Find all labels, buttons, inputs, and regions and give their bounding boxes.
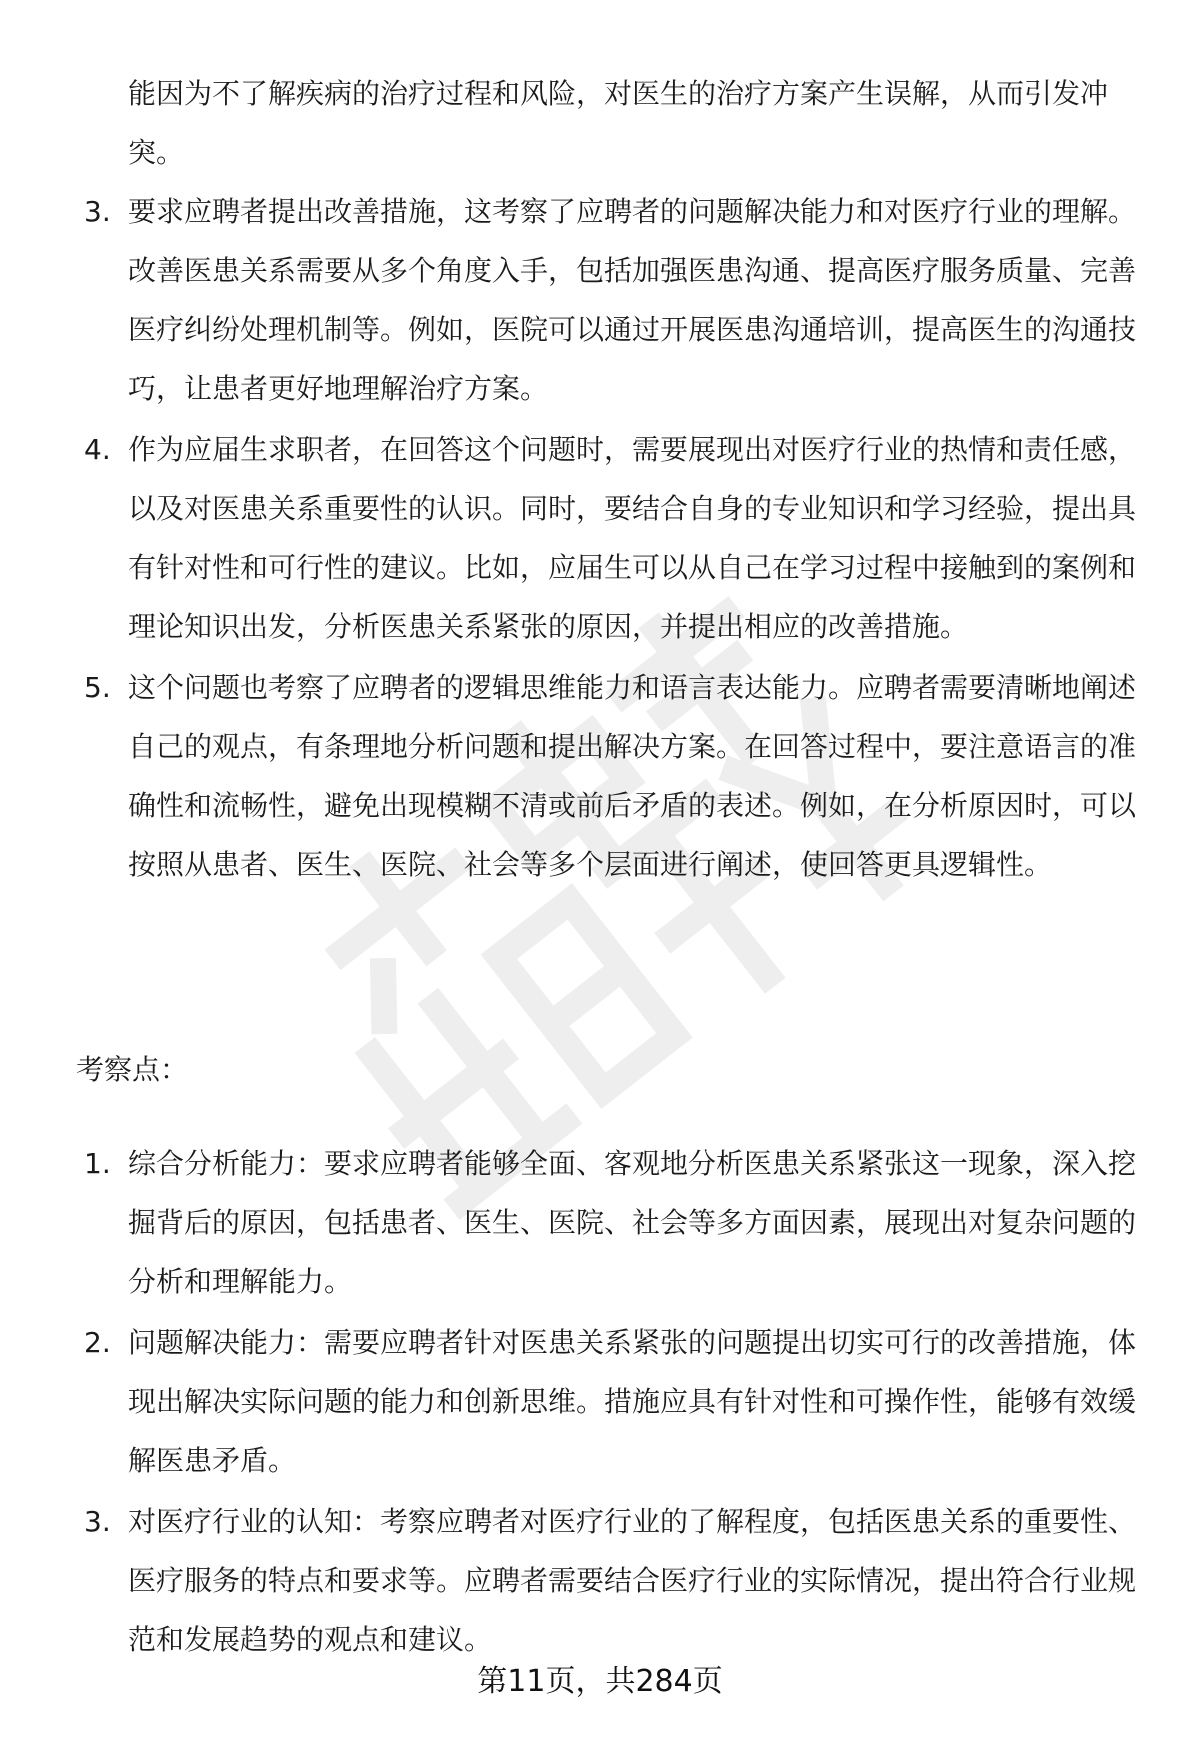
list-item (0, 420, 1138, 656)
assessment-points-list (0, 1134, 1200, 1671)
continued-paragraph: 能因为不了解疾病的治疗过程和风险，对医生的治疗方案产生误解，从而引发冲突。 (128, 77, 1109, 169)
list-item-number: 3. (84, 1505, 111, 1538)
list-item-number: 2. (84, 1326, 111, 1359)
list-item (0, 182, 1138, 418)
list-item-number: 5. (84, 671, 111, 704)
list-item-text: 综合分析能力：要求应聘者能够全面、客观地分析医患关系紧张这一现象，深入挖掘背后的原因，包括患者、医生、医院、社会等多方面因素，展现出对复杂问题的分析和理解能力。 (128, 1147, 1137, 1298)
list-item-text: 问题解决能力：需要应聘者针对医患关系紧张的问题提出切实可行的改善措施，体现出解决实际问题的能力和创新思维。措施应具有针对性和可操作性，能够有效缓解医患矛盾。 (128, 1326, 1137, 1477)
list-item-number: 4. (84, 433, 111, 466)
list-item-text: 这个问题也考察了应聘者的逻辑思维能力和语言表达能力。应聘者需要清晰地阐述自己的观点，有条理地分析问题和提出解决方案。在回答过程中，要注意语言的准确性和流畅性，避免出现模糊不清或前后矛盾的表述。例如，在分析原因时，可以按照从患者、医生、医院、社会等多个层面进行阐述，使回答更具逻辑性。 (128, 671, 1137, 881)
list-item (0, 1313, 1138, 1490)
list-item (0, 1134, 1138, 1311)
list-item-number: 3. (84, 195, 111, 228)
page-number-footer: 第11页，共284页 (477, 1664, 723, 1699)
list-item-text: 要求应聘者提出改善措施，这考察了应聘者的问题解决能力和对医疗行业的理解。改善医患关系需要从多个角度入手，包括加强医患沟通、提高医疗服务质量、完善医疗纠纷处理机制等。例如，医院可以通过开展医患沟通培训，提高医生的沟通技巧，让患者更好地理解治疗方案。 (128, 195, 1137, 405)
list-item-text: 对医疗行业的认知：考察应聘者对医疗行业的了解程度，包括医患关系的重要性、医疗服务的特点和要求等。应聘者需要结合医疗行业的实际情况，提出符合行业规范和发展趋势的观点和建议。 (128, 1505, 1137, 1656)
list-item (0, 1492, 1138, 1669)
list-item (0, 658, 1138, 894)
list-item-number: 1. (84, 1147, 111, 1180)
section-heading: 考察点： (76, 1053, 189, 1086)
list-item-text: 作为应届生求职者，在回答这个问题时，需要展现出对医疗行业的热情和责任感，以及对医患关系重要性的认识。同时，要结合自身的专业知识和学习经验，提出具有针对性和可行性的建议。比如，应届生可以从自己在学习过程中接触到的案例和理论知识出发，分析医患关系紧张的原因，并提出相应的改善措施。 (128, 433, 1137, 643)
answer-analysis-list (0, 182, 1200, 896)
